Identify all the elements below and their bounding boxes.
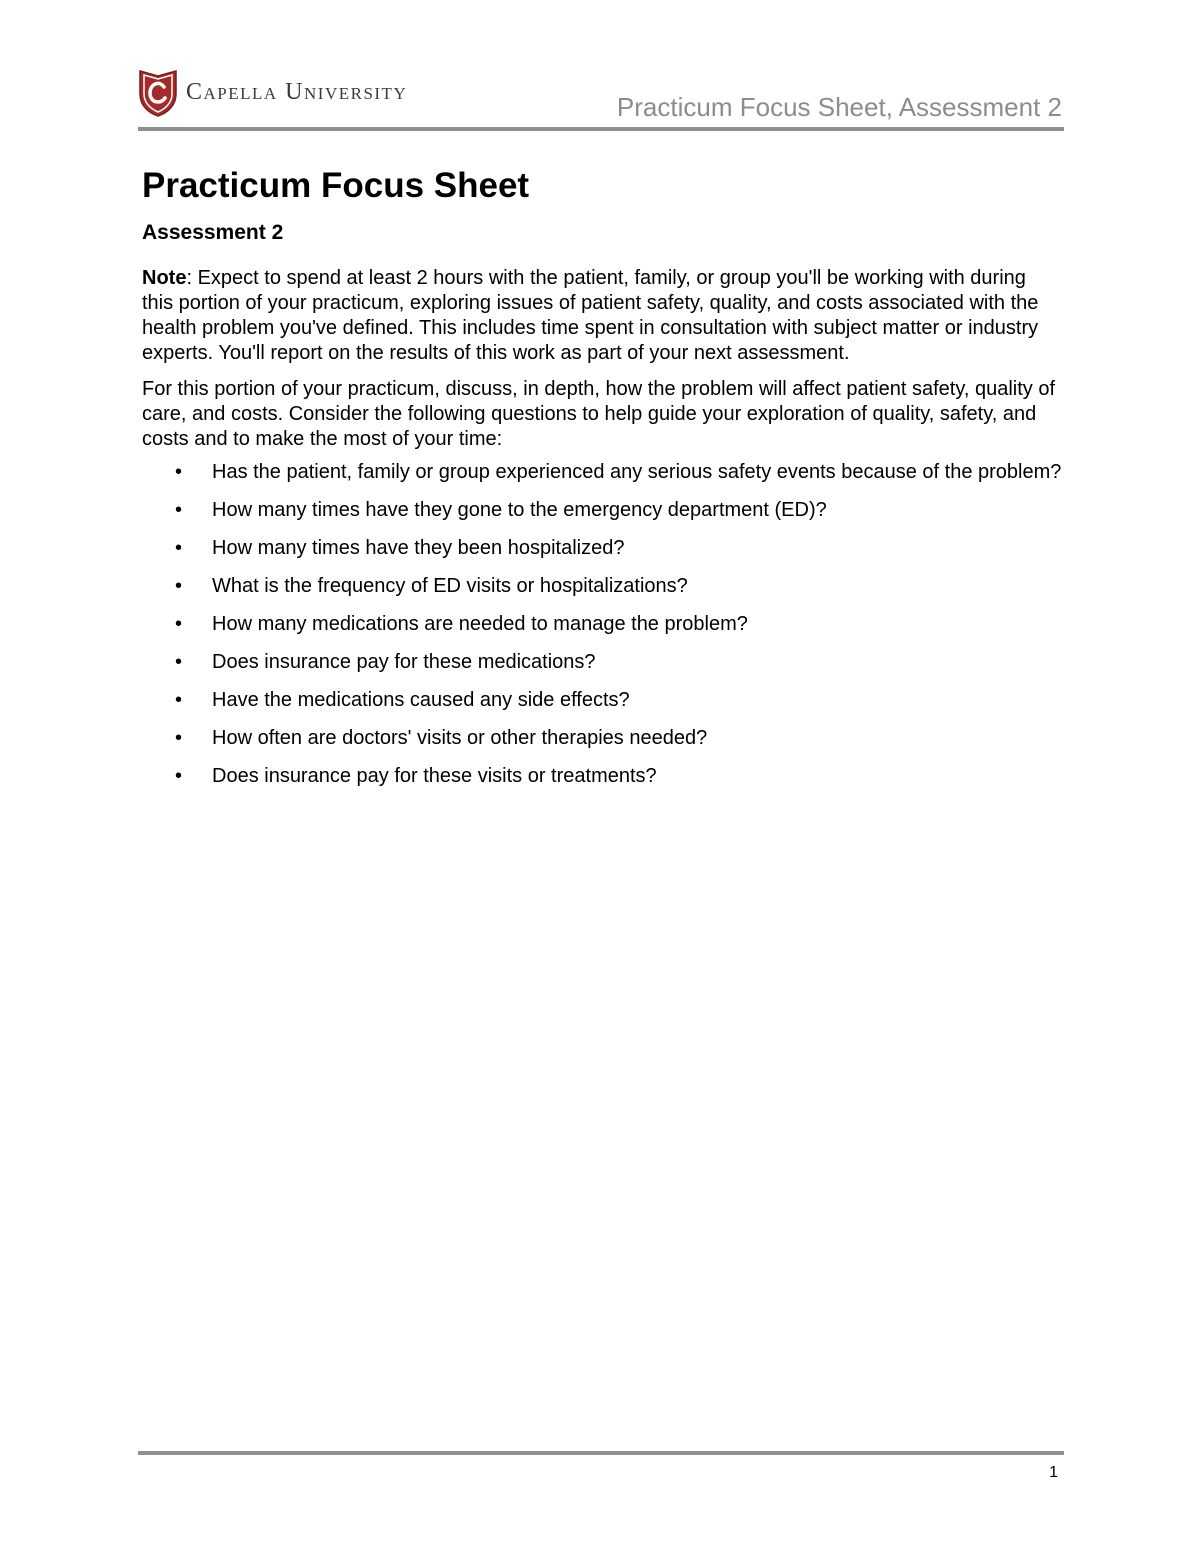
bullet-icon: •: [175, 537, 183, 559]
page-header: [138, 66, 1064, 132]
question-text: Have the medications caused any side effects?: [212, 689, 630, 711]
bullet-icon: •: [175, 651, 183, 673]
capella-shield-icon: [138, 68, 178, 118]
list-item: [142, 574, 1062, 599]
list-item: [142, 460, 1062, 485]
list-item: [142, 650, 1062, 675]
intro-paragraph: For this portion of your practicum, discuss, in depth, how the problem will affect patient safety, quality of care, and costs. Consider the following questions to help guide your exploration of quality, safety, and costs and to make the most of your time:: [142, 378, 1056, 450]
question-text: How many medications are needed to manage the problem?: [212, 613, 748, 635]
page-number: 1: [1049, 1464, 1058, 1481]
bullet-icon: •: [175, 499, 183, 521]
question-text: Does insurance pay for these visits or treatments?: [212, 765, 657, 787]
bullet-icon: •: [175, 765, 183, 787]
note-paragraph: [142, 266, 1062, 366]
bullet-icon: •: [175, 613, 183, 635]
list-item: [142, 726, 1062, 751]
question-text: How often are doctors' visits or other therapies needed?: [212, 727, 708, 749]
list-item: [142, 536, 1062, 561]
note-text: : Expect to spend at least 2 hours with the patient, family, or group you'll be working with during this portion of your practicum, exploring issues of patient safety, quality, and costs associated with the health problem you've defined. This includes time spent in consultation with subject matter or industry experts. You'll report on the results of this work as part of your next assessment.: [142, 267, 1039, 364]
question-text: Does insurance pay for these medications?: [212, 651, 596, 673]
list-item: [142, 764, 1062, 789]
list-item: [142, 498, 1062, 523]
logo-wordmark: Capella University: [186, 78, 408, 105]
header-rule: [138, 127, 1064, 131]
question-text: How many times have they been hospitalized?: [212, 537, 625, 559]
question-text: What is the frequency of ED visits or hospitalizations?: [212, 575, 688, 597]
bullet-icon: •: [175, 689, 183, 711]
question-text: How many times have they gone to the emergency department (ED)?: [212, 499, 827, 521]
capella-logo: [138, 68, 407, 118]
question-list: [142, 460, 1062, 789]
document-body: [142, 164, 1062, 802]
list-item: [142, 612, 1062, 637]
document-subtitle: Assessment 2: [142, 221, 284, 244]
note-label: Note: [142, 267, 187, 289]
bullet-icon: •: [175, 727, 183, 749]
document-title: Practicum Focus Sheet: [142, 166, 530, 205]
bullet-icon: •: [175, 575, 183, 597]
bullet-icon: •: [175, 461, 183, 483]
running-head: Practicum Focus Sheet, Assessment 2: [616, 92, 1062, 122]
list-item: [142, 688, 1062, 713]
footer-rule: [138, 1451, 1064, 1455]
question-text: Has the patient, family or group experienced any serious safety events because of the problem?: [212, 461, 1062, 483]
